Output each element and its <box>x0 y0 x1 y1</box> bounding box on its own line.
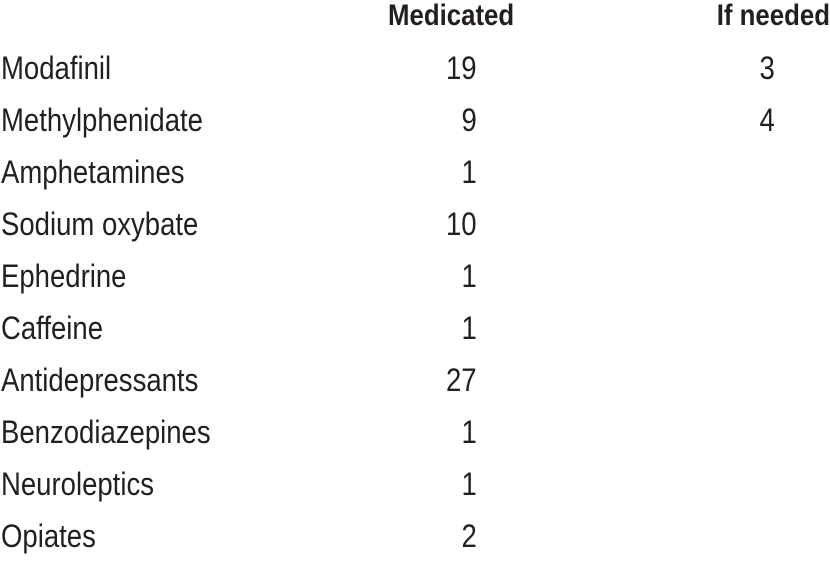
drug-name: Amphetamines <box>1 154 185 190</box>
medicated-count: 27 <box>446 362 477 398</box>
table-row <box>0 198 830 250</box>
drug-name: Modafinil <box>1 50 112 86</box>
medicated-count: 1 <box>461 310 477 346</box>
medicated-count: 1 <box>461 466 477 502</box>
medicated-count: 1 <box>461 414 477 450</box>
table-row <box>0 302 830 354</box>
table-row <box>0 42 830 94</box>
if-needed-count: 3 <box>759 50 775 86</box>
medicated-count: 19 <box>446 50 477 86</box>
drug-name: Neuroleptics <box>1 466 154 502</box>
medicated-count: 2 <box>461 518 477 554</box>
if-needed-count: 4 <box>759 102 775 138</box>
medicated-count: 10 <box>446 206 477 242</box>
drug-name: Benzodiazepines <box>1 414 211 450</box>
column-header-if-needed: If needed <box>716 0 830 32</box>
medicated-count: 1 <box>461 258 477 294</box>
table-row <box>0 250 830 302</box>
drug-name: Caffeine <box>1 310 104 346</box>
column-header-medicated: Medicated <box>388 0 515 32</box>
drug-name: Sodium oxybate <box>1 206 199 242</box>
table-row <box>0 458 830 510</box>
drug-name: Antidepressants <box>1 362 199 398</box>
table-row <box>0 146 830 198</box>
table-row <box>0 510 830 562</box>
drug-name: Methylphenidate <box>1 102 203 138</box>
medicated-count: 9 <box>461 102 477 138</box>
medicated-count: 1 <box>461 154 477 190</box>
drug-name: Ephedrine <box>1 258 127 294</box>
table-row <box>0 94 830 146</box>
table-row <box>0 354 830 406</box>
table-row <box>0 406 830 458</box>
drug-name: Opiates <box>1 518 96 554</box>
